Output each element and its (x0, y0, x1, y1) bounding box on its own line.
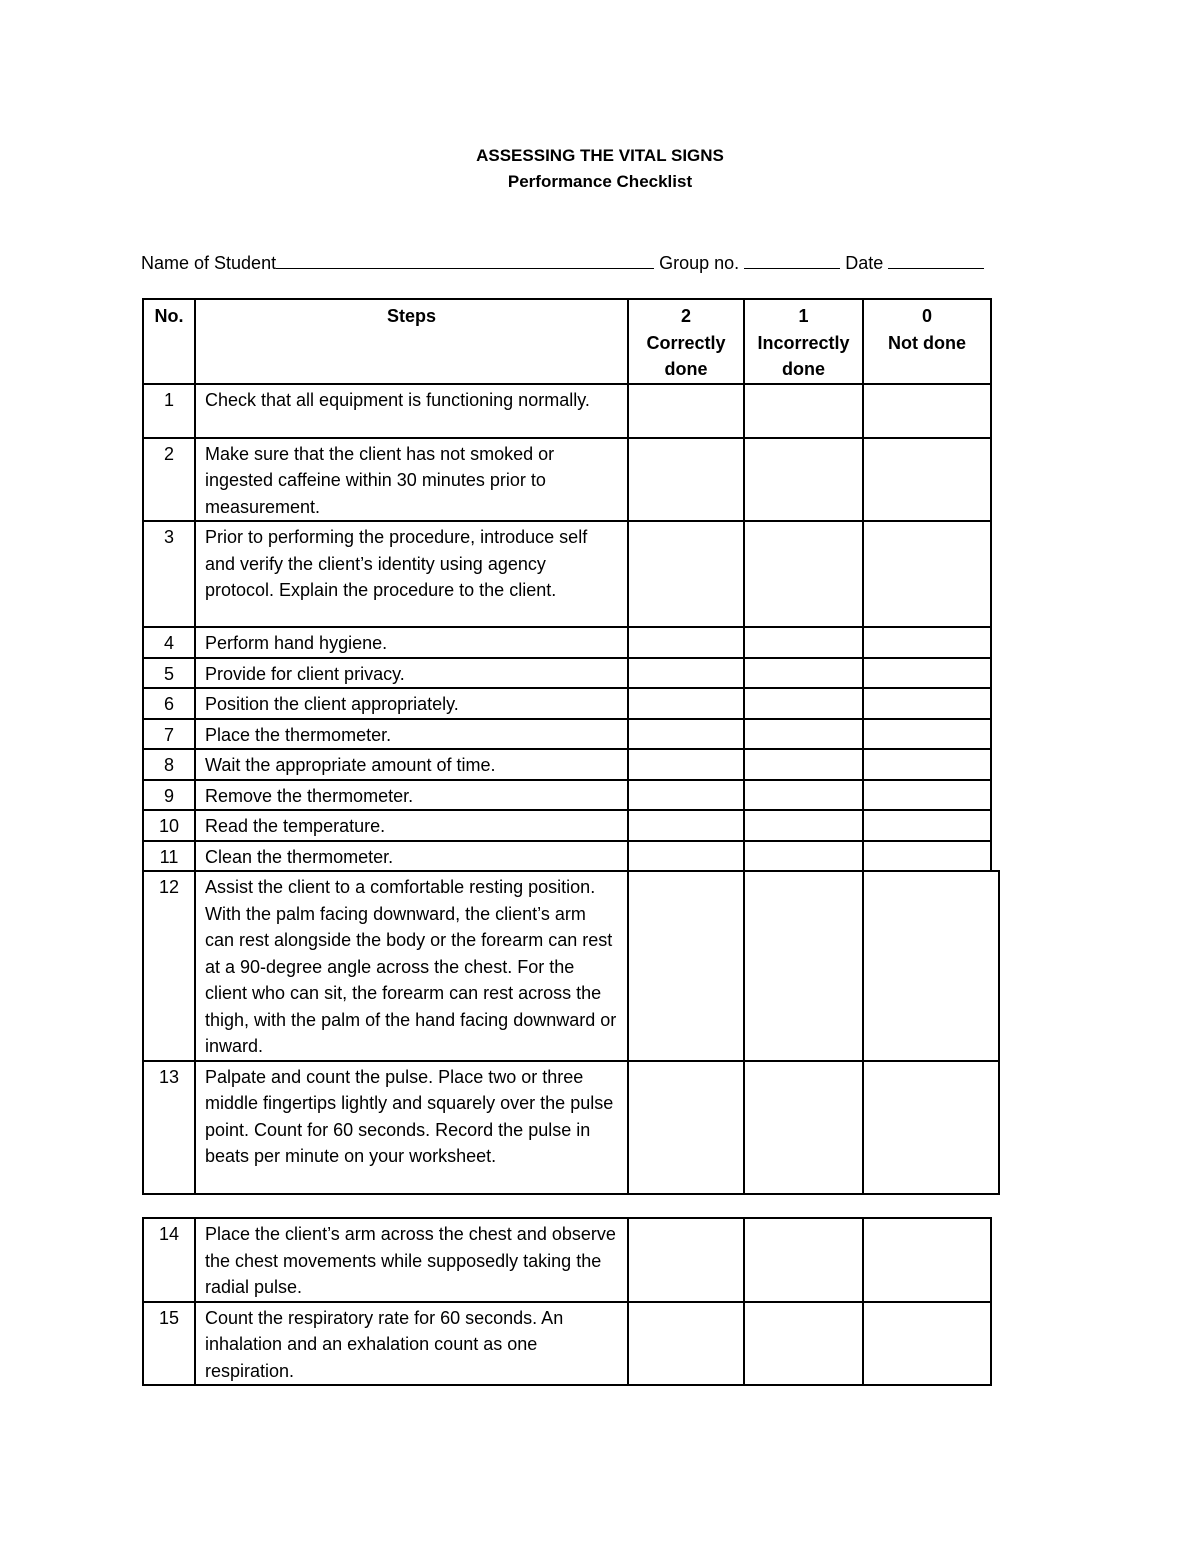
score-cell-not-done[interactable] (863, 1061, 999, 1194)
score-cell-correctly[interactable] (628, 749, 744, 780)
score-cell-incorrectly[interactable] (744, 1302, 863, 1386)
score-cell-incorrectly[interactable] (744, 780, 863, 811)
done-label: done (782, 359, 825, 379)
step-number: 10 (143, 810, 195, 841)
score-cell-not-done[interactable] (863, 719, 991, 750)
step-text: Count the respiratory rate for 60 seconds. An inhalation and an exhalation count as one respiration. (195, 1302, 628, 1386)
group-number-label: Group no. (659, 253, 740, 273)
step-text: Provide for client privacy. (195, 658, 628, 689)
step-text: Perform hand hygiene. (195, 627, 628, 658)
score-cell-correctly[interactable] (628, 627, 744, 658)
score-cell-incorrectly[interactable] (744, 384, 863, 438)
score-cell-incorrectly[interactable] (744, 810, 863, 841)
step-text: Clean the thermometer. (195, 841, 628, 872)
document-subtitle: Performance Checklist (507, 172, 693, 191)
done-label: done (664, 359, 708, 379)
step-number: 15 (143, 1302, 195, 1386)
step-text: Place the thermometer. (195, 719, 628, 750)
score-2: 2 (680, 306, 691, 326)
student-name-label: Name of Student (141, 253, 277, 273)
table-row (143, 1302, 991, 1386)
score-cell-correctly[interactable] (628, 1302, 744, 1386)
table-row (143, 1218, 991, 1302)
checklist-table-respiration (142, 1217, 992, 1386)
student-name-field[interactable] (276, 250, 654, 269)
step-number: 7 (143, 719, 195, 750)
score-cell-correctly[interactable] (628, 688, 744, 719)
score-cell-correctly[interactable] (628, 521, 744, 627)
score-cell-correctly[interactable] (628, 841, 744, 872)
group-number-field[interactable] (744, 250, 840, 269)
date-field[interactable] (888, 250, 984, 269)
score-cell-correctly[interactable] (628, 658, 744, 689)
table-row (143, 780, 991, 811)
header-not-done (863, 299, 991, 384)
step-text: Assist the client to a comfortable resting position. With the palm facing downward, the client’s arm can rest alongside the body or the forearm can rest at a 90-degree angle across the chest. For the client who can sit, the forearm can rest across the thigh, with the palm of the hand facing downward or inward. (195, 871, 628, 1061)
score-cell-incorrectly[interactable] (744, 1061, 863, 1194)
step-text: Make sure that the client has not smoked or ingested caffeine within 30 minutes prior to measurement. (195, 438, 628, 522)
correctly-label: Correctly (646, 332, 726, 353)
score-cell-correctly[interactable] (628, 780, 744, 811)
step-text: Position the client appropriately. (195, 688, 628, 719)
step-number: 14 (143, 1218, 195, 1302)
score-cell-incorrectly[interactable] (744, 688, 863, 719)
table-row (143, 871, 999, 1061)
score-cell-correctly[interactable] (628, 871, 744, 1061)
step-number: 12 (143, 871, 195, 1061)
score-cell-not-done[interactable] (863, 627, 991, 658)
step-number: 4 (143, 627, 195, 658)
score-cell-incorrectly[interactable] (744, 719, 863, 750)
score-cell-incorrectly[interactable] (744, 627, 863, 658)
step-text: Place the client’s arm across the chest and observe the chest movements while supposedly taking the radial pulse. (195, 1218, 628, 1302)
table-row (143, 627, 991, 658)
score-cell-correctly[interactable] (628, 1218, 744, 1302)
table-row (143, 688, 991, 719)
score-cell-not-done[interactable] (863, 688, 991, 719)
step-text: Wait the appropriate amount of time. (195, 749, 628, 780)
step-text: Palpate and count the pulse. Place two or three middle fingertips lightly and squarely over the pulse point. Count for 60 seconds. Record the pulse in beats per minute on your worksheet. (195, 1061, 628, 1194)
score-cell-not-done[interactable] (863, 1302, 991, 1386)
score-cell-incorrectly[interactable] (744, 521, 863, 627)
incorrectly-label: Incorrectly (757, 332, 850, 353)
not-done-label: Not done (888, 332, 966, 353)
table-row (143, 384, 991, 438)
score-cell-not-done[interactable] (863, 658, 991, 689)
step-number: 5 (143, 658, 195, 689)
checklist-table-pulse (142, 870, 1000, 1195)
table-row (143, 521, 991, 627)
header-incorrectly-done (744, 299, 863, 384)
step-text: Remove the thermometer. (195, 780, 628, 811)
header-no: No. (143, 299, 195, 384)
step-number: 8 (143, 749, 195, 780)
score-0: 0 (921, 306, 932, 326)
table-row (143, 1061, 999, 1194)
step-text: Check that all equipment is functioning normally. (195, 384, 628, 438)
score-cell-not-done[interactable] (863, 871, 999, 1061)
score-cell-correctly[interactable] (628, 719, 744, 750)
score-cell-not-done[interactable] (863, 780, 991, 811)
step-number: 6 (143, 688, 195, 719)
score-1: 1 (798, 306, 809, 326)
step-text: Read the temperature. (195, 810, 628, 841)
student-info-line (141, 250, 984, 274)
step-number: 13 (143, 1061, 195, 1194)
step-number: 9 (143, 780, 195, 811)
header-row (143, 299, 991, 384)
score-cell-incorrectly[interactable] (744, 749, 863, 780)
score-cell-not-done[interactable] (863, 749, 991, 780)
score-cell-not-done[interactable] (863, 438, 991, 522)
checklist-table-temperature (142, 298, 992, 872)
document-title: ASSESSING THE VITAL SIGNS (476, 146, 724, 165)
table-row (143, 841, 991, 872)
step-number: 3 (143, 521, 195, 627)
score-cell-incorrectly[interactable] (744, 658, 863, 689)
score-cell-correctly[interactable] (628, 384, 744, 438)
step-number: 11 (143, 841, 195, 872)
score-cell-not-done[interactable] (863, 384, 991, 438)
date-label: Date (845, 253, 884, 273)
step-text: Prior to performing the procedure, introduce self and verify the client’s identity using agency protocol. Explain the procedure to the client. (195, 521, 628, 627)
table-row (143, 658, 991, 689)
header-steps: Steps (195, 299, 628, 384)
score-cell-correctly[interactable] (628, 1061, 744, 1194)
score-cell-incorrectly[interactable] (744, 841, 863, 872)
table-row (143, 749, 991, 780)
score-cell-not-done[interactable] (863, 810, 991, 841)
score-cell-correctly[interactable] (628, 810, 744, 841)
table-row (143, 810, 991, 841)
score-cell-not-done[interactable] (863, 521, 991, 627)
table-row (143, 719, 991, 750)
header-correctly-done (628, 299, 744, 384)
score-cell-not-done[interactable] (863, 841, 991, 872)
table-row (143, 438, 991, 522)
score-cell-incorrectly[interactable] (744, 438, 863, 522)
score-cell-not-done[interactable] (863, 1218, 991, 1302)
score-cell-incorrectly[interactable] (744, 1218, 863, 1302)
score-cell-incorrectly[interactable] (744, 871, 863, 1061)
step-number: 2 (143, 438, 195, 522)
score-cell-correctly[interactable] (628, 438, 744, 522)
step-number: 1 (143, 384, 195, 438)
